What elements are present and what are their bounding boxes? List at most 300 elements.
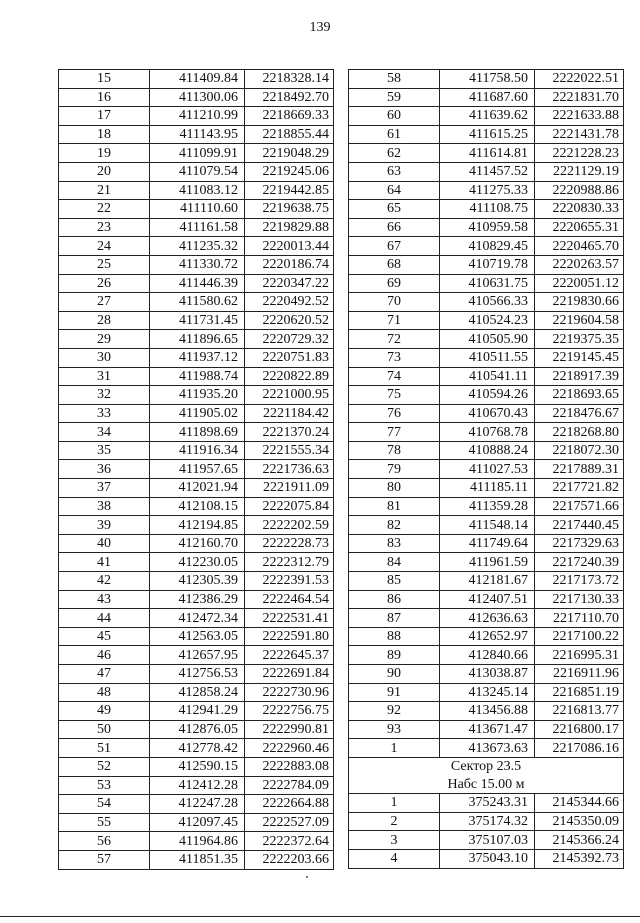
y-coordinate-cell: 2221555.34 — [245, 441, 334, 460]
point-number-cell: 2 — [349, 812, 440, 831]
x-coordinate-cell: 412941.29 — [150, 702, 245, 721]
y-coordinate-cell: 2222228.73 — [245, 534, 334, 553]
y-coordinate-cell: 2219442.85 — [245, 181, 334, 200]
y-coordinate-cell: 2222883.08 — [245, 757, 334, 776]
point-number-cell: 70 — [349, 293, 440, 312]
point-number-cell: 65 — [349, 200, 440, 219]
table-row — [59, 553, 334, 572]
table-row — [59, 367, 334, 386]
point-number-cell: 55 — [59, 813, 150, 832]
table-row — [349, 646, 624, 665]
scan-speck — [306, 876, 308, 878]
point-number-cell: 49 — [59, 702, 150, 721]
y-coordinate-cell: 2220988.86 — [535, 181, 624, 200]
y-coordinate-cell: 2222372.64 — [245, 832, 334, 851]
point-number-cell: 3 — [349, 831, 440, 850]
y-coordinate-cell: 2218693.65 — [535, 386, 624, 405]
y-coordinate-cell: 2219145.45 — [535, 348, 624, 367]
y-coordinate-cell: 2220830.33 — [535, 200, 624, 219]
point-number-cell: 33 — [59, 404, 150, 423]
x-coordinate-cell: 412305.39 — [150, 572, 245, 591]
y-coordinate-cell: 2222464.54 — [245, 590, 334, 609]
table-row — [59, 70, 334, 89]
point-number-cell: 24 — [59, 237, 150, 256]
table-row — [59, 386, 334, 405]
x-coordinate-cell: 411079.54 — [150, 162, 245, 181]
point-number-cell: 47 — [59, 665, 150, 684]
table-row — [59, 144, 334, 163]
y-coordinate-cell: 2218669.33 — [245, 107, 334, 126]
y-coordinate-cell: 2219375.35 — [535, 330, 624, 349]
x-coordinate-cell: 412876.05 — [150, 720, 245, 739]
x-coordinate-cell: 412858.24 — [150, 683, 245, 702]
table-row — [349, 831, 624, 850]
table-row — [59, 125, 334, 144]
point-number-cell: 4 — [349, 849, 440, 868]
y-coordinate-cell: 2222202.59 — [245, 516, 334, 535]
x-coordinate-cell: 412194.85 — [150, 516, 245, 535]
x-coordinate-cell: 410524.23 — [440, 311, 535, 330]
x-coordinate-cell: 412652.97 — [440, 627, 535, 646]
table-row — [349, 255, 624, 274]
y-coordinate-cell: 2216851.19 — [535, 683, 624, 702]
point-number-cell: 83 — [349, 534, 440, 553]
y-coordinate-cell: 2222756.75 — [245, 702, 334, 721]
table-row — [59, 757, 334, 776]
table-row — [59, 274, 334, 293]
page-number: 139 — [309, 20, 331, 35]
table-row — [59, 609, 334, 628]
y-coordinate-cell: 2219638.75 — [245, 200, 334, 219]
table-row — [59, 348, 334, 367]
point-number-cell: 66 — [349, 218, 440, 237]
x-coordinate-cell: 412021.94 — [150, 479, 245, 498]
x-coordinate-cell: 412247.28 — [150, 795, 245, 814]
y-coordinate-cell: 2219048.29 — [245, 144, 334, 163]
table-row — [349, 88, 624, 107]
point-number-cell: 64 — [349, 181, 440, 200]
table-row — [59, 311, 334, 330]
table-row — [349, 348, 624, 367]
table-row — [59, 107, 334, 126]
table-row — [59, 423, 334, 442]
table-row — [349, 70, 624, 89]
table-row — [59, 441, 334, 460]
x-coordinate-cell: 411027.53 — [440, 460, 535, 479]
x-coordinate-cell: 412108.15 — [150, 497, 245, 516]
x-coordinate-cell: 411961.59 — [440, 553, 535, 572]
y-coordinate-cell: 2222391.53 — [245, 572, 334, 591]
table-row — [349, 739, 624, 758]
x-coordinate-cell: 412636.63 — [440, 609, 535, 628]
x-coordinate-cell: 411143.95 — [150, 125, 245, 144]
point-number-cell: 76 — [349, 404, 440, 423]
table-row — [349, 423, 624, 442]
table-row — [59, 590, 334, 609]
table-row — [349, 237, 624, 256]
point-number-cell: 48 — [59, 683, 150, 702]
x-coordinate-cell: 411330.72 — [150, 255, 245, 274]
x-coordinate-cell: 411905.02 — [150, 404, 245, 423]
y-coordinate-cell: 2221911.09 — [245, 479, 334, 498]
x-coordinate-cell: 412386.29 — [150, 590, 245, 609]
x-coordinate-cell: 411083.12 — [150, 181, 245, 200]
y-coordinate-cell: 2222527.09 — [245, 813, 334, 832]
y-coordinate-cell: 2217440.45 — [535, 516, 624, 535]
table-row — [349, 720, 624, 739]
point-number-cell: 41 — [59, 553, 150, 572]
point-number-cell: 85 — [349, 572, 440, 591]
x-coordinate-cell: 411896.65 — [150, 330, 245, 349]
point-number-cell: 29 — [59, 330, 150, 349]
y-coordinate-cell: 2218268.80 — [535, 423, 624, 442]
x-coordinate-cell: 412412.28 — [150, 776, 245, 795]
point-number-cell: 88 — [349, 627, 440, 646]
y-coordinate-cell: 2221370.24 — [245, 423, 334, 442]
x-coordinate-cell: 410505.90 — [440, 330, 535, 349]
y-coordinate-cell: 2220492.52 — [245, 293, 334, 312]
y-coordinate-cell: 2221228.23 — [535, 144, 624, 163]
point-number-cell: 18 — [59, 125, 150, 144]
point-number-cell: 34 — [59, 423, 150, 442]
point-number-cell: 87 — [349, 609, 440, 628]
x-coordinate-cell: 412160.70 — [150, 534, 245, 553]
x-coordinate-cell: 411898.69 — [150, 423, 245, 442]
table-row — [59, 850, 334, 869]
section-subtitle: Набс 15.00 м — [349, 776, 624, 794]
x-coordinate-cell: 411615.25 — [440, 125, 535, 144]
table-row — [349, 609, 624, 628]
x-coordinate-cell: 412230.05 — [150, 553, 245, 572]
table-row — [349, 200, 624, 219]
table-row — [349, 441, 624, 460]
point-number-cell: 79 — [349, 460, 440, 479]
point-number-cell: 89 — [349, 646, 440, 665]
table-row — [59, 218, 334, 237]
table-row — [349, 497, 624, 516]
y-coordinate-cell: 2217329.63 — [535, 534, 624, 553]
table-row — [349, 627, 624, 646]
y-coordinate-cell: 2219604.58 — [535, 311, 624, 330]
y-coordinate-cell: 2220655.31 — [535, 218, 624, 237]
x-coordinate-cell: 411446.39 — [150, 274, 245, 293]
table-row — [59, 720, 334, 739]
table-row — [59, 497, 334, 516]
point-number-cell: 82 — [349, 516, 440, 535]
y-coordinate-cell: 2219245.06 — [245, 162, 334, 181]
table-row — [59, 646, 334, 665]
table-row — [349, 702, 624, 721]
y-coordinate-cell: 2217571.66 — [535, 497, 624, 516]
x-coordinate-cell: 411988.74 — [150, 367, 245, 386]
point-number-cell: 80 — [349, 479, 440, 498]
x-coordinate-cell: 413671.47 — [440, 720, 535, 739]
point-number-cell: 25 — [59, 255, 150, 274]
table-row — [59, 534, 334, 553]
table-row — [59, 404, 334, 423]
y-coordinate-cell: 2222960.46 — [245, 739, 334, 758]
x-coordinate-cell: 411110.60 — [150, 200, 245, 219]
point-number-cell: 61 — [349, 125, 440, 144]
point-number-cell: 84 — [349, 553, 440, 572]
table-row — [59, 293, 334, 312]
y-coordinate-cell: 2216800.17 — [535, 720, 624, 739]
x-coordinate-cell: 411099.91 — [150, 144, 245, 163]
y-coordinate-cell: 2218855.44 — [245, 125, 334, 144]
table-row — [349, 665, 624, 684]
y-coordinate-cell: 2217173.72 — [535, 572, 624, 591]
point-number-cell: 52 — [59, 757, 150, 776]
table-row — [349, 125, 624, 144]
y-coordinate-cell: 2221736.63 — [245, 460, 334, 479]
point-number-cell: 22 — [59, 200, 150, 219]
point-number-cell: 27 — [59, 293, 150, 312]
point-number-cell: 35 — [59, 441, 150, 460]
table-row — [59, 776, 334, 795]
point-number-cell: 39 — [59, 516, 150, 535]
point-number-cell: 75 — [349, 386, 440, 405]
point-number-cell: 92 — [349, 702, 440, 721]
table-row — [59, 739, 334, 758]
x-coordinate-cell: 410594.26 — [440, 386, 535, 405]
table-row — [349, 849, 624, 868]
x-coordinate-cell: 413673.63 — [440, 739, 535, 758]
point-number-cell: 17 — [59, 107, 150, 126]
y-coordinate-cell: 2217130.33 — [535, 590, 624, 609]
y-coordinate-cell: 2218328.14 — [245, 70, 334, 89]
section-title: Сектор 23.5 — [349, 757, 624, 775]
point-number-cell: 57 — [59, 850, 150, 869]
point-number-cell: 56 — [59, 832, 150, 851]
table-row — [349, 590, 624, 609]
y-coordinate-cell: 2222075.84 — [245, 497, 334, 516]
y-coordinate-cell: 2217110.70 — [535, 609, 624, 628]
x-coordinate-cell: 411964.86 — [150, 832, 245, 851]
point-number-cell: 81 — [349, 497, 440, 516]
x-coordinate-cell: 411687.60 — [440, 88, 535, 107]
x-coordinate-cell: 410959.58 — [440, 218, 535, 237]
point-number-cell: 32 — [59, 386, 150, 405]
y-coordinate-cell: 2218476.67 — [535, 404, 624, 423]
point-number-cell: 40 — [59, 534, 150, 553]
point-number-cell: 30 — [59, 348, 150, 367]
x-coordinate-cell: 411210.99 — [150, 107, 245, 126]
y-coordinate-cell: 2222531.41 — [245, 609, 334, 628]
table-row — [59, 702, 334, 721]
table-row — [59, 237, 334, 256]
y-coordinate-cell: 2219829.88 — [245, 218, 334, 237]
point-number-cell: 72 — [349, 330, 440, 349]
y-coordinate-cell: 2145366.24 — [535, 831, 624, 850]
y-coordinate-cell: 2221000.95 — [245, 386, 334, 405]
point-number-cell: 67 — [349, 237, 440, 256]
point-number-cell: 54 — [59, 795, 150, 814]
table-row — [59, 795, 334, 814]
y-coordinate-cell: 2145392.73 — [535, 849, 624, 868]
point-number-cell: 73 — [349, 348, 440, 367]
table-row — [349, 311, 624, 330]
table-row — [349, 181, 624, 200]
y-coordinate-cell: 2217086.16 — [535, 739, 624, 758]
point-number-cell: 93 — [349, 720, 440, 739]
point-number-cell: 43 — [59, 590, 150, 609]
table-row — [349, 367, 624, 386]
x-coordinate-cell: 411639.62 — [440, 107, 535, 126]
table-row — [349, 516, 624, 535]
x-coordinate-cell: 375107.03 — [440, 831, 535, 850]
point-number-cell: 1 — [349, 739, 440, 758]
y-coordinate-cell: 2222730.96 — [245, 683, 334, 702]
point-number-cell: 59 — [349, 88, 440, 107]
point-number-cell: 62 — [349, 144, 440, 163]
table-row — [349, 274, 624, 293]
table-row — [59, 572, 334, 591]
x-coordinate-cell: 375043.10 — [440, 849, 535, 868]
x-coordinate-cell: 412097.45 — [150, 813, 245, 832]
y-coordinate-cell: 2221431.78 — [535, 125, 624, 144]
table-row — [349, 479, 624, 498]
section-title-row — [349, 757, 624, 775]
y-coordinate-cell: 2220465.70 — [535, 237, 624, 256]
table-row — [59, 832, 334, 851]
x-coordinate-cell: 411614.81 — [440, 144, 535, 163]
x-coordinate-cell: 412472.34 — [150, 609, 245, 628]
point-number-cell: 58 — [349, 70, 440, 89]
table-row — [59, 516, 334, 535]
table-row — [349, 460, 624, 479]
table-row — [349, 812, 624, 831]
x-coordinate-cell: 413245.14 — [440, 683, 535, 702]
y-coordinate-cell: 2222022.51 — [535, 70, 624, 89]
point-number-cell: 31 — [59, 367, 150, 386]
x-coordinate-cell: 411937.12 — [150, 348, 245, 367]
point-number-cell: 44 — [59, 609, 150, 628]
point-number-cell: 77 — [349, 423, 440, 442]
point-number-cell: 46 — [59, 646, 150, 665]
table-row — [349, 330, 624, 349]
point-number-cell: 42 — [59, 572, 150, 591]
x-coordinate-cell: 411957.65 — [150, 460, 245, 479]
table-row — [349, 572, 624, 591]
table-row — [59, 200, 334, 219]
table-row — [349, 293, 624, 312]
x-coordinate-cell: 375174.32 — [440, 812, 535, 831]
y-coordinate-cell: 2222691.84 — [245, 665, 334, 684]
x-coordinate-cell: 411916.34 — [150, 441, 245, 460]
y-coordinate-cell: 2222645.37 — [245, 646, 334, 665]
coordinates-table-left — [58, 69, 334, 870]
table-row — [349, 404, 624, 423]
x-coordinate-cell: 411548.14 — [440, 516, 535, 535]
point-number-cell: 53 — [59, 776, 150, 795]
table-row — [59, 627, 334, 646]
table-row — [59, 683, 334, 702]
table-row — [59, 479, 334, 498]
point-number-cell: 51 — [59, 739, 150, 758]
x-coordinate-cell: 410511.55 — [440, 348, 535, 367]
x-coordinate-cell: 412407.51 — [440, 590, 535, 609]
point-number-cell: 78 — [349, 441, 440, 460]
table-row — [349, 107, 624, 126]
table-row — [349, 794, 624, 813]
point-number-cell: 37 — [59, 479, 150, 498]
x-coordinate-cell: 411300.06 — [150, 88, 245, 107]
table-row — [349, 553, 624, 572]
page-bottom-border — [0, 916, 640, 917]
x-coordinate-cell: 412657.95 — [150, 646, 245, 665]
x-coordinate-cell: 410768.78 — [440, 423, 535, 442]
x-coordinate-cell: 411185.11 — [440, 479, 535, 498]
point-number-cell: 90 — [349, 665, 440, 684]
point-number-cell: 91 — [349, 683, 440, 702]
table-row — [349, 386, 624, 405]
x-coordinate-cell: 411749.64 — [440, 534, 535, 553]
x-coordinate-cell: 412181.67 — [440, 572, 535, 591]
point-number-cell: 45 — [59, 627, 150, 646]
y-coordinate-cell: 2220051.12 — [535, 274, 624, 293]
point-number-cell: 16 — [59, 88, 150, 107]
table-row — [59, 88, 334, 107]
y-coordinate-cell: 2216813.77 — [535, 702, 624, 721]
x-coordinate-cell: 410566.33 — [440, 293, 535, 312]
x-coordinate-cell: 375243.31 — [440, 794, 535, 813]
table-row — [349, 534, 624, 553]
table-row — [59, 665, 334, 684]
x-coordinate-cell: 410541.11 — [440, 367, 535, 386]
point-number-cell: 69 — [349, 274, 440, 293]
coordinates-table-right — [348, 69, 624, 869]
point-number-cell: 63 — [349, 162, 440, 181]
y-coordinate-cell: 2220620.52 — [245, 311, 334, 330]
point-number-cell: 86 — [349, 590, 440, 609]
table-row — [59, 460, 334, 479]
y-coordinate-cell: 2218492.70 — [245, 88, 334, 107]
x-coordinate-cell: 412590.15 — [150, 757, 245, 776]
y-coordinate-cell: 2222784.09 — [245, 776, 334, 795]
table-row — [59, 255, 334, 274]
point-number-cell: 50 — [59, 720, 150, 739]
y-coordinate-cell: 2145350.09 — [535, 812, 624, 831]
x-coordinate-cell: 411359.28 — [440, 497, 535, 516]
y-coordinate-cell: 2222664.88 — [245, 795, 334, 814]
x-coordinate-cell: 410888.24 — [440, 441, 535, 460]
y-coordinate-cell: 2222990.81 — [245, 720, 334, 739]
y-coordinate-cell: 2145344.66 — [535, 794, 624, 813]
y-coordinate-cell: 2220822.89 — [245, 367, 334, 386]
table-row — [59, 330, 334, 349]
point-number-cell: 15 — [59, 70, 150, 89]
y-coordinate-cell: 2217240.39 — [535, 553, 624, 572]
point-number-cell: 23 — [59, 218, 150, 237]
y-coordinate-cell: 2221184.42 — [245, 404, 334, 423]
table-row — [349, 162, 624, 181]
x-coordinate-cell: 411108.75 — [440, 200, 535, 219]
x-coordinate-cell: 411457.52 — [440, 162, 535, 181]
y-coordinate-cell: 2220013.44 — [245, 237, 334, 256]
y-coordinate-cell: 2216911.96 — [535, 665, 624, 684]
y-coordinate-cell: 2216995.31 — [535, 646, 624, 665]
y-coordinate-cell: 2218917.39 — [535, 367, 624, 386]
y-coordinate-cell: 2220347.22 — [245, 274, 334, 293]
point-number-cell: 19 — [59, 144, 150, 163]
section-subtitle-row — [349, 776, 624, 794]
point-number-cell: 60 — [349, 107, 440, 126]
x-coordinate-cell: 412840.66 — [440, 646, 535, 665]
y-coordinate-cell: 2222203.66 — [245, 850, 334, 869]
x-coordinate-cell: 410670.43 — [440, 404, 535, 423]
y-coordinate-cell: 2221129.19 — [535, 162, 624, 181]
y-coordinate-cell: 2222312.79 — [245, 553, 334, 572]
